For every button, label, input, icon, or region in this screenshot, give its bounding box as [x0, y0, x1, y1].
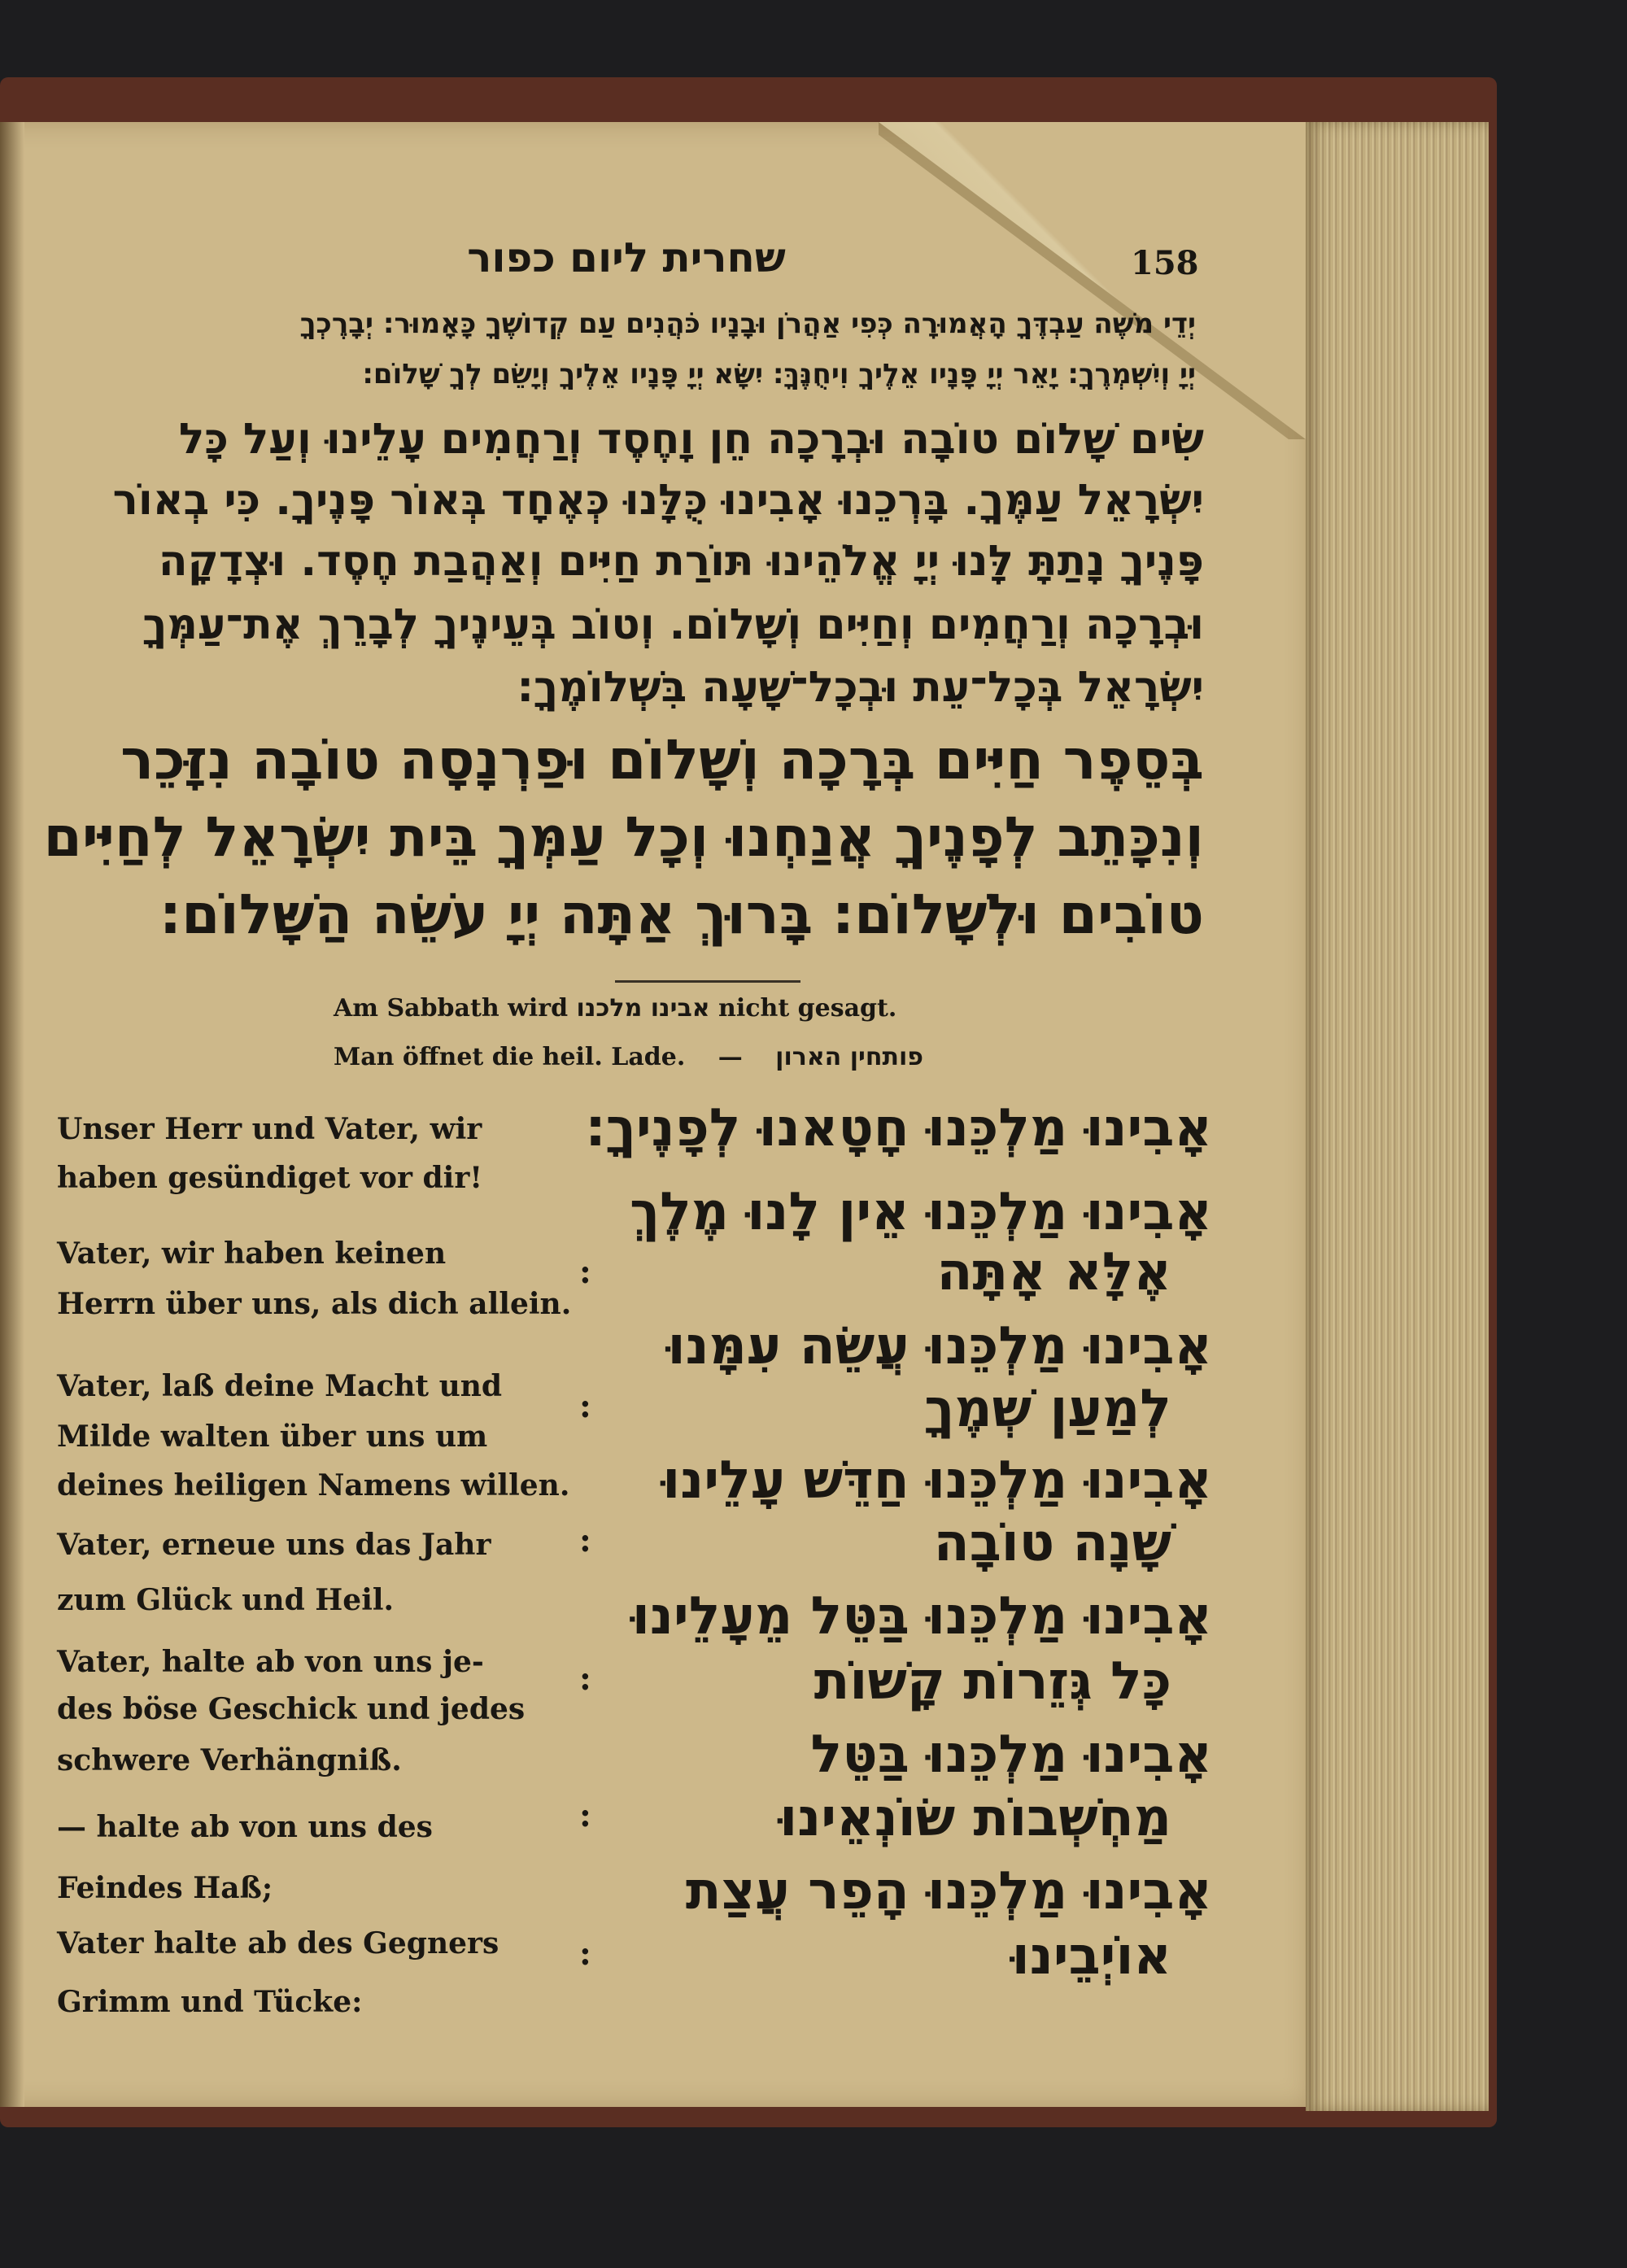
avinu-line: אָבִינוּ מַלְכֵּנוּ בַּטֵּל מֵעָלֵינוּ — [631, 1586, 1212, 1646]
avinu-line: מַחְשְׁבוֹת שׂוֹנְאֵינוּ — [779, 1788, 1171, 1848]
german-line: Milde walten über uns um — [57, 1420, 488, 1454]
avinu-line: לְמַעַן שְׁמֶךָ — [924, 1379, 1171, 1439]
verse-colon: : — [579, 1387, 591, 1425]
german-line: Vater, erneue uns das Jahr — [57, 1528, 491, 1562]
body-line-1: שִׂים שָׁלוֹם טוֹבָה וּבְרָכָה חֵן וָחֶסֶד וְרַחֲמִים עָלֵינוּ וְעַל כָּל — [178, 415, 1204, 464]
avinu-line: אָבִינוּ מַלְכֵּנוּ חָטָאנוּ לְפָנֶיךָ: — [585, 1098, 1212, 1158]
german-line: — halte ab von uns des — [57, 1810, 433, 1844]
body-line-3: פָּנֶיךָ נָתַתָּ לָּנוּ יְיָ אֱלֹהֵינוּ תּוֹרַת חַיִּים וְאַהֲבַת חֶסֶד. וּצְדָקָה — [158, 537, 1204, 586]
avinu-line: אָבִינוּ מַלְכֵּנוּ חַדֵּשׁ עָלֵינוּ — [662, 1450, 1212, 1511]
german-line: Feindes Haß; — [57, 1871, 273, 1905]
avinu-line: אָבִינוּ מַלְכֵּנוּ הָפֵר עֲצַת — [685, 1861, 1212, 1921]
ark-note-german: Man öffnet die heil. Lade. — [334, 1043, 686, 1071]
priestly-line-2: יְיָ וְיִשְׁמְרֶךָ: יָאֵר יְיָ פָּנָיו אֵלֶיךָ וִיחֻנֶּךָּ: יִשָּׂא יְיָ פָּנָיו אֵלֶיךָ וְיָשֵׂם לְךָ שָׁלוֹם: — [362, 358, 1196, 390]
german-line: Grimm und Tücke: — [57, 1985, 363, 2019]
body-line-2: יִשְׂרָאֵל עַמֶּךָ. בָּרְכֵנוּ אָבִינוּ כֻּלָּנוּ כְּאֶחָד בְּאוֹר פָּנֶיךָ. כִּי בְאוֹר — [112, 476, 1204, 525]
ark-note — [334, 1043, 923, 1071]
section-divider — [615, 980, 800, 983]
avinu-line: אוֹיְבֵינוּ — [1011, 1926, 1171, 1987]
german-line: deines heiligen Namens willen. — [57, 1468, 570, 1503]
german-line: Vater halte ab des Gegners — [57, 1926, 499, 1961]
german-line: Unser Herr und Vater, wir — [57, 1112, 482, 1146]
avinu-line: אָבִינוּ מַלְכֵּנוּ אֵין לָנוּ מֶלֶךְ — [630, 1182, 1212, 1242]
avinu-line: כָּל גְּזֵרוֹת קָשׁוֹת — [814, 1651, 1171, 1712]
page-edges — [1306, 122, 1489, 2111]
verse-colon: : — [579, 1521, 591, 1559]
avinu-line: שָׁנָה טוֹבָה — [933, 1513, 1171, 1573]
priestly-line-1: יְדֵי משֶׁה עַבְדֶּךָ הָאֲמוּרָה כְּפִי אַהֲרֹן וּבָנָיו כֹּהֲנִים עַם קְדוֹשֶׁךָ כָּאָמוּר: יְבָרֶכְךָ — [299, 307, 1196, 340]
avinu-line: אָבִינוּ מַלְכֵּנוּ עֲשֵׂה עִמָּנוּ — [667, 1316, 1212, 1376]
avinu-line: אֶלָּא אָתָּה — [936, 1242, 1171, 1302]
verse-colon: : — [579, 1796, 591, 1834]
verse-colon: : — [579, 1253, 591, 1291]
german-line: zum Glück und Heil. — [57, 1583, 395, 1617]
running-header: שחרית ליום כפור — [467, 234, 786, 281]
avinu-line: אָבִינוּ מַלְכֵּנוּ בַּטֵּל — [810, 1725, 1212, 1785]
german-line: Vater, laß deine Macht und — [57, 1369, 503, 1403]
verse-colon: : — [579, 1934, 591, 1973]
big-line-2: וְנִכָּתֵב לְפָנֶיךָ אֲנַחְנוּ וְכָל עַמְּךָ בֵּית יִשְׂרָאֵל לְחַיִּים — [43, 805, 1204, 870]
german-line: des böse Geschick und jedes — [57, 1692, 526, 1726]
sabbath-note-hebrew: אבינו מלכנו — [576, 994, 710, 1023]
body-line-5: יִשְׂרָאֵל בְּכָל־עֵת וּבְכָל־שָׁעָה בִּשְׁלוֹמֶךָ: — [517, 663, 1204, 712]
german-line: schwere Verhängniß. — [57, 1743, 402, 1777]
page-number: 158 — [1131, 244, 1199, 282]
german-line: Vater, wir haben keinen — [57, 1236, 447, 1271]
binding-gutter — [0, 122, 24, 2107]
sabbath-note — [334, 994, 896, 1023]
big-line-1: בְּסֵפֶר חַיִּים בְּרָכָה וְשָׁלוֹם וּפַרְנָסָה טוֹבָה נִזָּכֵר — [120, 728, 1204, 792]
ark-note-hebrew: פותחין הארון — [775, 1043, 923, 1071]
big-line-3: טוֹבִים וּלְשָׁלוֹם: בָּרוּךְ אַתָּה יְיָ עֹשֵׂה הַשָּׁלוֹם: — [159, 883, 1204, 947]
ark-note-dash: — — [718, 1043, 743, 1071]
german-line: Vater, halte ab von uns je- — [57, 1645, 484, 1679]
body-line-4: וּבְרָכָה וְרַחֲמִים וְחַיִּים וְשָׁלוֹם. וְטוֹב בְּעֵינֶיךָ לְבָרֵךְ אֶת־עַמְּךָ — [142, 600, 1204, 649]
verse-colon: : — [579, 1660, 591, 1698]
german-line: Herrn über uns, als dich allein. — [57, 1287, 572, 1321]
sabbath-note-prefix: Am Sabbath wird — [334, 994, 569, 1023]
german-line: haben gesündiget vor dir! — [57, 1161, 483, 1195]
sabbath-note-suffix: nicht gesagt. — [718, 994, 897, 1023]
